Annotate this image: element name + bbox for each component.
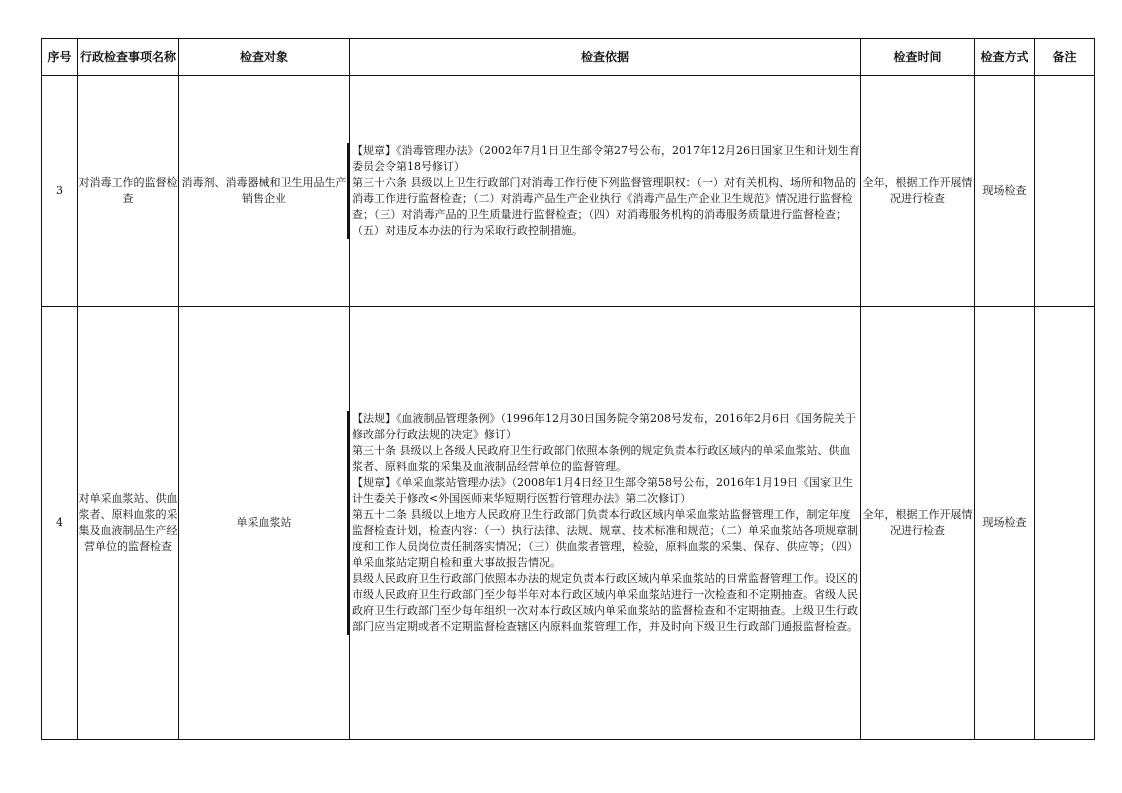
row-time: 全年，根据工作开展情况进行检查: [861, 307, 975, 740]
inspection-table: [41, 38, 1095, 740]
basis-text: [347, 411, 860, 635]
row-remark: [1035, 307, 1095, 740]
row-target: 单采血浆站: [179, 307, 350, 740]
basis-line: 第三十条 县级以上各级人民政府卫生行政部门依照本条例的规定负责本行政区域内的单采血浆站、供血浆者、原料血浆的采集及血液制品经营单位的监督管理。: [352, 444, 851, 473]
row-item: 对消毒工作的监督检查: [78, 76, 179, 307]
header-remark: 备注: [1035, 39, 1095, 76]
row-no: 4: [42, 307, 78, 740]
header-basis: 检查依据: [350, 39, 861, 76]
basis-line: 第三十六条 县级以上卫生行政部门对消毒工作行使下列监督管理职权：（一）对有关机构、场所和物品的消毒工作进行监督检查；（二）对消毒产品生产企业执行《消毒产品生产企业卫生规范》情况进行监督检查；（三）对消毒产品的卫生质量进行监督检查；（四）对消毒服务机构的消毒服务质量进行监督检查；（五）对违反本办法的行为采取行政控制措施。: [352, 176, 856, 237]
row-method: 现场检查: [975, 76, 1035, 307]
row-no: 3: [42, 76, 78, 307]
header-row: [42, 39, 1095, 76]
table-row: [42, 76, 1095, 307]
header-time: 检查时间: [861, 39, 975, 76]
header-method: 检查方式: [975, 39, 1035, 76]
basis-line: 【规章】《单采血浆站管理办法》（2008年1月4日经卫生部令第58号公布，2016年1月19日《国家卫生计生委关于修改<外国医师来华短期行医暂行管理办法》第二次修订）: [352, 476, 853, 505]
row-basis: [350, 76, 861, 307]
basis-line: 【法规】《血液制品管理条例》（1996年12月30日国务院令第208号发布，2016年2月6日《国务院关于修改部分行政法规的决定》修订）: [352, 412, 856, 441]
basis-line: 【规章】《消毒管理办法》（2002年7月1日卫生部令第27号公布，2017年12月26日国家卫生和计划生育委员会令第18号修订）: [352, 144, 860, 173]
basis-line: 第五十二条 县级以上地方人民政府卫生行政部门负责本行政区域内单采血浆站监督管理工作，制定年度监督检查计划，检查内容：（一）执行法律、法规、规章、技术标准和规范；（二）单采血浆站各项规章制度和工作人员岗位责任制落实情况；（三）供血浆者管理，检验，原料血浆的采集、保存、供应等；（四）单采血浆站定期自检和重大事故报告情况。: [352, 508, 858, 569]
basis-line: 县级人民政府卫生行政部门依照本办法的规定负责本行政区域内单采血浆站的日常监督管理工作。设区的市级人民政府卫生行政部门至少每半年对本行政区域内单采血浆站进行一次检查和不定期抽查。省级人民政府卫生行政部门至少每年组织一次对本行政区域内单采血浆站的监督检查和不定期抽查。上级卫生行政部门应当定期或者不定期监督检查辖区内原料血浆管理工作，并及时向下级卫生行政部门通报监督检查。: [352, 572, 858, 633]
row-target: 消毒剂、消毒器械和卫生用品生产销售企业: [179, 76, 350, 307]
row-remark: [1035, 76, 1095, 307]
table-row: [42, 307, 1095, 740]
header-target: 检查对象: [179, 39, 350, 76]
basis-text: [347, 143, 860, 239]
row-method: 现场检查: [975, 307, 1035, 740]
header-item: 行政检查事项名称: [78, 39, 179, 76]
header-no: 序号: [42, 39, 78, 76]
row-item: 对单采血浆站、供血浆者、原料血浆的采集及血液制品生产经营单位的监督检查: [78, 307, 179, 740]
row-time: 全年，根据工作开展情况进行检查: [861, 76, 975, 307]
row-basis: [350, 307, 861, 740]
